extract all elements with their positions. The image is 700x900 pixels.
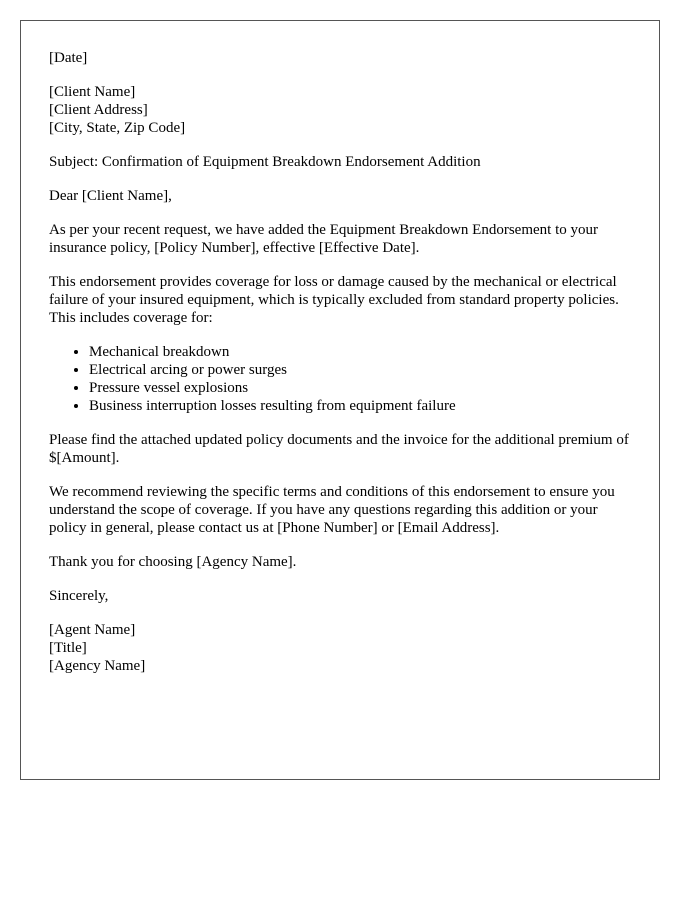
coverage-list: [49, 343, 631, 415]
coverage-item: • Business interruption losses resulting from equipment failure: [89, 397, 631, 415]
letter-closing: Sincerely,: [49, 588, 109, 604]
signature-title: [Title]: [49, 640, 87, 656]
body-paragraph-1: As per your recent request, we have added the Equipment Breakdown Endorsement to your insurance policy, [Policy Number], effective [Effective Date].: [49, 222, 598, 256]
letter-page: [20, 20, 660, 780]
body-paragraph-2: This endorsement provides coverage for loss or damage caused by the mechanical or electrical failure of your insured equipment, which is typically excluded from standard property policies. This includes coverage for:: [49, 274, 619, 326]
signature-agent-name: [Agent Name]: [49, 622, 136, 638]
recipient-name: [Client Name]: [49, 84, 136, 100]
recipient-block: [49, 83, 631, 137]
letter-subject: Subject: Confirmation of Equipment Breakdown Endorsement Addition: [49, 154, 481, 170]
signature-block: [49, 621, 631, 675]
recipient-city-state-zip: [City, State, Zip Code]: [49, 120, 186, 136]
signature-agency-name: [Agency Name]: [49, 658, 146, 674]
letter-date: [Date]: [49, 50, 88, 66]
coverage-item: • Mechanical breakdown: [89, 343, 631, 361]
body-paragraph-4: We recommend reviewing the specific terms and conditions of this endorsement to ensure you understand the scope of coverage. If you have any questions regarding this addition or your policy in general, please contact us at [Phone Number] or [Email Address].: [49, 484, 615, 536]
coverage-item: • Electrical arcing or power surges: [89, 361, 631, 379]
body-paragraph-3: Please find the attached updated policy documents and the invoice for the additional premium of $[Amount].: [49, 432, 629, 466]
letter-salutation: Dear [Client Name],: [49, 188, 172, 204]
recipient-address: [Client Address]: [49, 102, 148, 118]
body-paragraph-5: Thank you for choosing [Agency Name].: [49, 554, 297, 570]
coverage-item: • Pressure vessel explosions: [89, 379, 631, 397]
